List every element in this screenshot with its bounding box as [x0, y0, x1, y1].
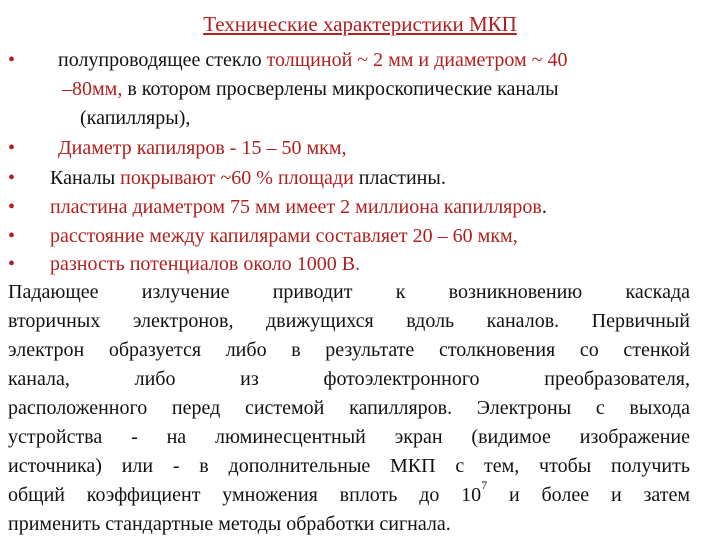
bullet-marker: •: [8, 167, 16, 189]
slide-title: Технические характеристики МКП: [203, 12, 517, 36]
highlighted-text: покрывают ~60 % площади: [120, 167, 354, 189]
paragraph-line: канала, либо из фотоэлектронного преобразователя,: [8, 368, 690, 390]
bullet-text: [58, 48, 568, 72]
paragraph-line-exponent: [8, 478, 690, 510]
bullet-marker: •: [8, 225, 16, 247]
bullet-text: [80, 106, 190, 130]
bullet-text: [58, 136, 347, 160]
plain-text: (капилляры),: [80, 107, 191, 129]
paragraph-line: электрон образуется либо в результате столкновения со стенкой: [8, 339, 690, 361]
plain-text: в котором просверлены микроскопические каналы: [122, 78, 559, 100]
plain-text: .: [541, 196, 547, 218]
paragraph-line: Падающее излучение приводит к возникновению каскада: [8, 281, 690, 303]
bullet-text: [50, 224, 518, 248]
highlighted-text: Диаметр капиляров - 15 – 50 мкм,: [58, 137, 347, 159]
bullet-text: [50, 195, 547, 219]
bullet-text: [62, 77, 559, 101]
bullet-marker: •: [8, 49, 16, 71]
highlighted-text: –80мм,: [62, 78, 123, 100]
bullet-marker: •: [8, 196, 16, 218]
paragraph-line: расположенного перед системой капилляров. Электроны с выхода: [8, 397, 690, 419]
highlighted-text: толщиной ~ 2 мм и диаметром ~ 40: [266, 49, 568, 71]
exponent: 7: [481, 478, 488, 492]
plain-text: Каналы: [50, 167, 121, 189]
plain-text: пластины.: [353, 167, 446, 189]
paragraph-line: источника) или - в дополнительные МКП с тем, чтобы получить: [8, 455, 690, 477]
highlighted-text: расстояние между капилярами составляет 20 – 60 мкм,: [50, 225, 518, 247]
bullet-text: [50, 252, 360, 276]
body-paragraph: [8, 278, 690, 539]
paragraph-line: вторичных электронов, движущихся вдоль каналов. Первичный: [8, 310, 690, 332]
bullet-marker: •: [8, 137, 16, 159]
plain-text: полупроводящее стекло: [58, 49, 267, 71]
paragraph-line: применить стандартные методы обработки сигнала.: [8, 513, 451, 535]
bullet-text: [50, 166, 446, 190]
bullet-marker: •: [8, 253, 16, 275]
exponent-base: общий коэффициент умножения вплоть до 10: [8, 484, 482, 506]
highlighted-text: пластина диаметром 75 мм имеет 2 миллиона капилляров: [50, 196, 542, 218]
highlighted-text: разность потенциалов около 1000 В.: [50, 253, 361, 275]
exponent-tail: и более и затем: [487, 484, 690, 506]
paragraph-line: устройства - на люминесцентный экран (видимое изображение: [8, 426, 690, 448]
